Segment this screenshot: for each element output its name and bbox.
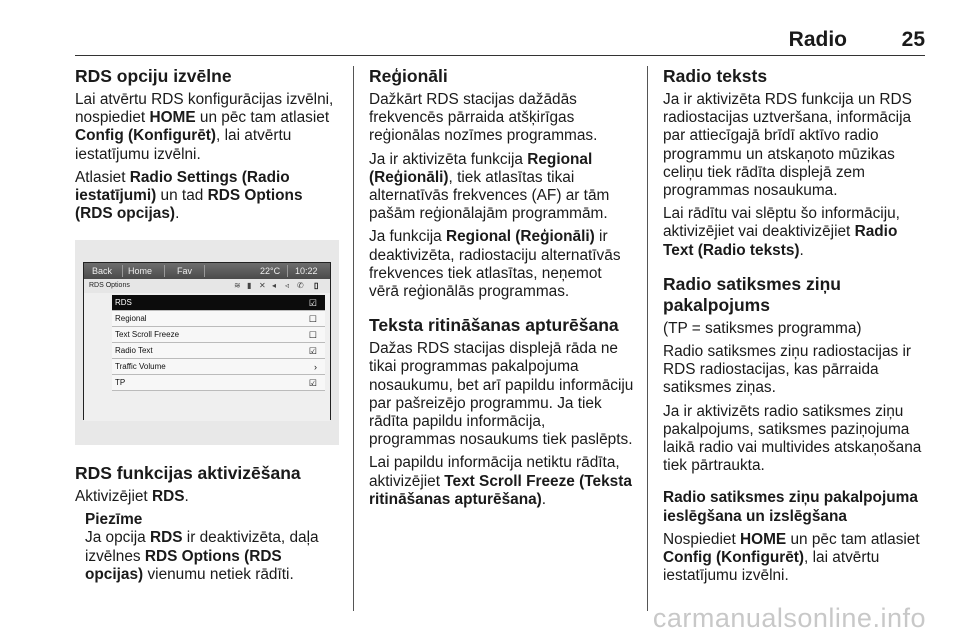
screen-title: RDS Options <box>89 282 130 289</box>
temperature: 22°C <box>260 266 281 276</box>
paragraph: Lai atvērtu RDS konfigurācijas izvēlni, nospiediet HOME un pēc tam atlasiet Config (Konfigurēt), lai atvērtu iestatījumu izvēlni. <box>75 91 334 163</box>
options-list <box>84 293 330 421</box>
watermark: carmanualsonline.info <box>652 603 926 633</box>
option-regional: Regional ☐ <box>112 311 325 327</box>
checkbox-checked-icon: ☑ <box>308 298 317 308</box>
checkbox-checked-icon: ☑ <box>308 378 317 388</box>
paragraph: Dažas RDS stacijas displejā rāda ne tikai programmas pakalpojuma nosaukumu, bet arī papildu informāciju par pašreizējo programmu. Ja tiek rādīta papildu informācija, programmas nosaukums tiek paslēpts. <box>369 340 634 449</box>
back-button: Back <box>92 266 113 276</box>
section-title: Radio <box>788 28 847 51</box>
paragraph: Lai papildu informācija netiktu rādīta, aktivizējiet Text Scroll Freeze (Teksta ritināšanas apturēšana). <box>369 454 632 508</box>
column-1 <box>75 66 341 228</box>
paragraph: Lai rādītu vai slēptu šo informāciju, aktivizējiet vai deaktivizējiet Radio Text (Radio teksts). <box>663 205 900 259</box>
paragraph: Ja ir aktivizēta funkcija Regional (Reģionāli), tiek atlasītas tikai alternatīvās frekvences (AF) ar tām pašām reģionālajām programmām. <box>369 150 610 223</box>
screen-title-bar <box>84 279 330 293</box>
heading-radio-text: Radio teksts <box>663 66 768 86</box>
speaker-icon: ◂ <box>272 281 277 290</box>
column-2 <box>369 66 635 514</box>
page-header <box>75 26 925 56</box>
screen-top-bar <box>84 263 330 279</box>
column-1-lower <box>75 463 341 589</box>
note-title: Piezīme <box>85 511 143 529</box>
paragraph: Nospiediet HOME un pēc tam atlasiet Config (Konfigurēt), lai atvērtu iestatījumu izvēlni. <box>663 530 920 585</box>
paragraph: Ja ir aktivizēta RDS funkcija un RDS radiostacijas uztveršana, informācija par attiecīgajā brīdī aktīvo radio programmu un atskaņoto mūzikas celiņu tiek rādīta displejā zem programmas nosaukuma. <box>663 91 912 200</box>
option-text-scroll-freeze: Text Scroll Freeze ☐ <box>112 327 325 343</box>
chevron-right-icon: › <box>314 362 317 372</box>
fav-button: Fav <box>177 266 193 276</box>
option-traffic-volume: Traffic Volume › <box>112 359 325 375</box>
option-tp: TP ☑ <box>112 375 325 391</box>
phone-icon: ✆ <box>297 281 304 290</box>
checkbox-empty-icon: ☐ <box>308 314 317 324</box>
paragraph: Ja funkcija Regional (Reģionāli) ir deaktivizēta, radiostaciju alternatīvās frekvences tiek atlasītas, neņemot vērā reģionālās programmas. <box>369 228 621 301</box>
note-text: Ja opcija RDS ir deaktivizēta, daļa izvēlnes RDS Options (RDS opcijas) vienumu netiek rādīti. <box>85 529 319 583</box>
checkbox-empty-icon: ☐ <box>308 330 317 340</box>
heading-regional: Reģionāli <box>369 66 448 86</box>
option-radio-text: Radio Text ☑ <box>112 343 325 359</box>
note-box <box>75 511 341 584</box>
page-number: 25 <box>901 28 925 51</box>
clock: 10:22 <box>295 266 318 276</box>
heading-rds-options: RDS opciju izvēlne <box>75 66 232 86</box>
column-3 <box>663 66 929 590</box>
paragraph: Dažkārt RDS stacijas dažādās frekvencēs pārraida atšķirīgas reģionālas nozīmes programmas. <box>369 91 598 145</box>
paragraph: Ja ir aktivizēts radio satiksmes ziņu pakalpojums, satiksmes paziņojuma laikā radio vai multivides atskaņošana tiek pārtraukta. <box>663 402 922 475</box>
checkbox-checked-icon: ☑ <box>308 346 317 356</box>
wifi-icon: ≋ <box>234 281 241 290</box>
signal-icon: ▮ <box>247 281 252 290</box>
paragraph: Aktivizējiet RDS. <box>75 488 189 505</box>
paragraph: Radio satiksmes ziņu radiostacijas ir RDS radiostacijas, kas pārraida satiksmes ziņas. <box>663 343 912 397</box>
heading-text-scroll: Teksta ritināšanas apturēšana <box>369 315 619 336</box>
home-button: Home <box>128 266 153 276</box>
paragraph: (TP = satiksmes programma) <box>663 319 862 337</box>
rds-options-screenshot <box>75 240 339 445</box>
mute-icon: ✕ <box>259 281 266 290</box>
infotainment-screen <box>83 262 331 420</box>
paragraph: Atlasiet Radio Settings (Radio iestatījumi) un tad RDS Options (RDS opcijas). <box>75 168 303 223</box>
column-divider <box>353 66 354 611</box>
volume-icon: ◃ <box>285 281 290 290</box>
heading-traffic: Radio satiksmes ziņu pakalpojums <box>663 273 841 315</box>
heading-rds-activation: RDS funkcijas aktivizēšana <box>75 463 301 483</box>
option-rds: RDS ☑ <box>112 295 325 311</box>
subheading-traffic-toggle: Radio satiksmes ziņu pakalpojuma ieslēgšana un izslēgšana <box>663 489 918 525</box>
column-divider <box>647 66 648 611</box>
battery-icon: ▯ <box>314 281 319 290</box>
